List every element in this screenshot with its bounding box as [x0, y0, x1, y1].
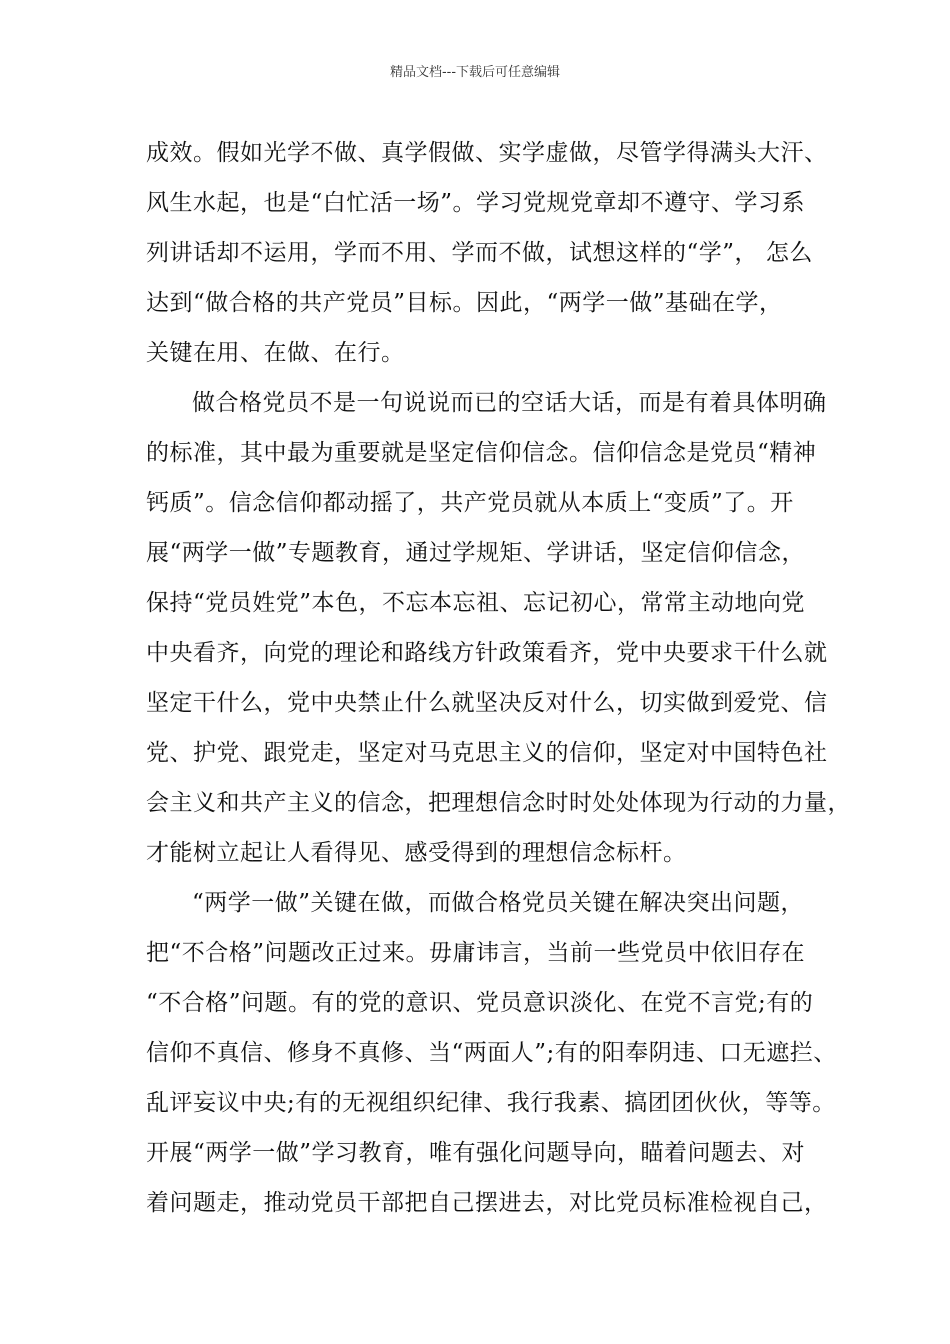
document-body — [146, 128, 851, 1228]
text-line: 风生水起，也是“白忙活一场”。学习党规党章却不遵守、学习系 — [146, 190, 806, 216]
text-line: 才能树立起让人看得见、感受得到的理想信念标杆。 — [146, 840, 687, 866]
text-line: 会主义和共产主义的信念，把理想信念时时处处体现为行动的力量， — [146, 790, 851, 816]
text-line: 列讲话却不运用，学而不用、学而不做，试想这样的“学”， 怎么 — [146, 240, 813, 266]
text-line: 展“两学一做”专题教育，通过学规矩、学讲话，坚定信仰信念， — [146, 540, 806, 566]
text-line: 乱评妄议中央;有的无视组织纪律、我行我素、搞团团伙伙，等等。 — [146, 1090, 836, 1116]
text-line: 着问题走，推动党员干部把自己摆进去，对比党员标准检视自己， — [146, 1190, 828, 1216]
text-line: 开展“两学一做”学习教育，唯有强化问题导向，瞄着问题去、对 — [146, 1140, 806, 1166]
text-line: 钙质”。信念信仰都动摇了，共产党员就从本质上“变质”了。开 — [146, 490, 794, 516]
text-line: 坚定干什么，党中央禁止什么就坚决反对什么，切实做到爱党、信 — [146, 690, 828, 716]
paragraph-first-line: “两学一做”关键在做，而做合格党员关键在解决突出问题， — [192, 890, 805, 916]
text-line: 关键在用、在做、在行。 — [146, 340, 405, 366]
text-line: 党、护党、跟党走，坚定对马克思主义的信仰，坚定对中国特色社 — [146, 740, 828, 766]
page-header: 精品文档---下载后可任意编辑 — [389, 65, 561, 80]
text-line: 信仰不真信、修身不真修、当“两面人”;有的阳奉阴违、口无遮拦、 — [146, 1040, 837, 1066]
text-line: 成效。假如光学不做、真学假做、实学虚做，尽管学得满头大汗、 — [146, 140, 828, 166]
text-line: 的标准，其中最为重要就是坚定信仰信念。信仰信念是党员“精神 — [146, 440, 817, 466]
text-line: 中央看齐，向党的理论和路线方针政策看齐，党中央要求干什么就 — [146, 640, 828, 666]
text-line: “不合格”问题。有的党的意识、党员意识淡化、在党不言党;有的 — [146, 990, 814, 1016]
text-line: 达到“做合格的共产党员”目标。因此，“两学一做”基础在学， — [146, 290, 783, 316]
text-line: 把“不合格”问题改正过来。毋庸讳言，当前一些党员中依旧存在 — [146, 940, 806, 966]
paragraph-first-line: 做合格党员不是一句说说而已的空话大话，而是有着具体明确 — [192, 390, 827, 416]
text-line: 保持“党员姓党”本色，不忘本忘祖、忘记初心，常常主动地向党 — [146, 590, 806, 616]
